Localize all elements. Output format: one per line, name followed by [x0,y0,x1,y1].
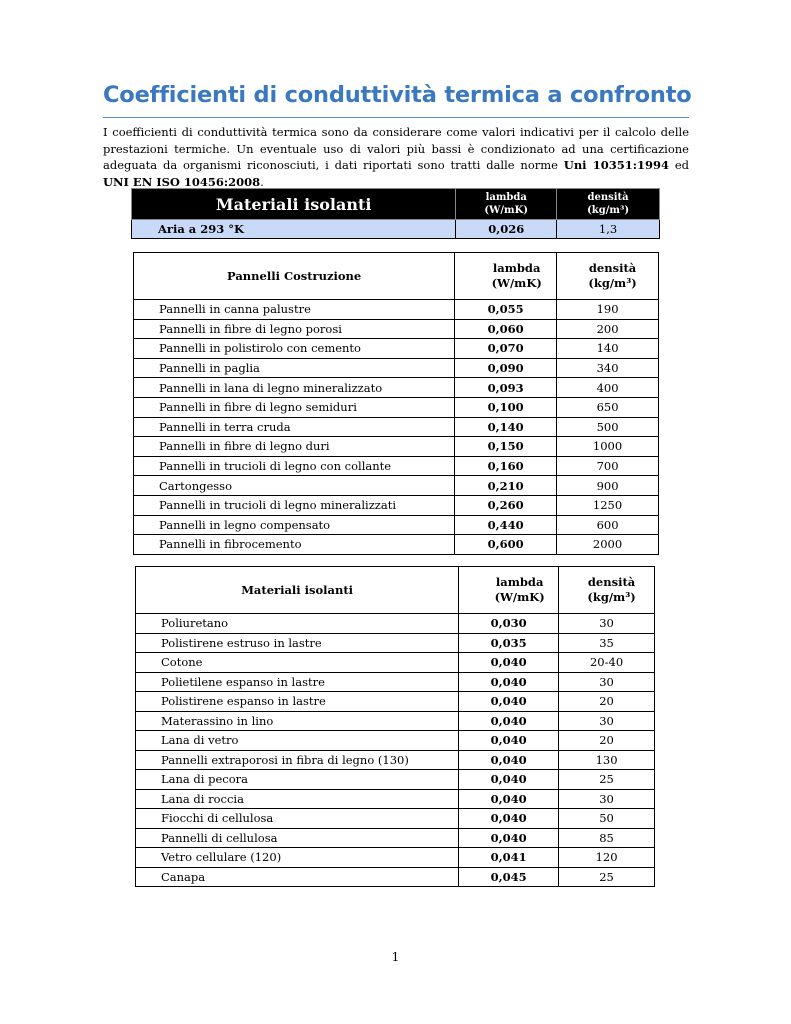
title-underline [103,117,689,118]
intro-text-1: I coefficienti di conduttività termica sono da considerare come valori indicativi per il calcolo delle prestazioni termiche. Un eventuale uso di valori più bassi è condizionato ad una certificazione adeguata da organismi riconosciuti, i dati riportati sono tratti dalle norme [103,125,689,172]
intro-norm-1: Uni 10351:1994 [563,158,669,172]
density-value: 35 [559,633,655,653]
density-value: 1250 [557,495,659,515]
table-row [134,358,659,378]
table-row [134,535,659,555]
material-name: Vetro cellulare (120) [136,848,459,868]
material-name: Lana di pecora [136,770,459,790]
table-row [136,867,655,887]
table-materiali-isolanti [135,566,655,887]
table-row [134,417,659,437]
row-density: 1,3 [557,220,660,239]
table-row [136,731,655,751]
density-value: 20 [559,731,655,751]
lambda-value: 0,045 [459,867,559,887]
intro-paragraph [103,124,689,190]
lambda-value: 0,040 [459,770,559,790]
table-row [136,653,655,673]
table-header-row [134,253,659,300]
table-row [134,476,659,496]
density-value: 340 [557,358,659,378]
density-value: 2000 [557,535,659,555]
lambda-value: 0,040 [459,828,559,848]
material-name: Fiocchi di cellulosa [136,809,459,829]
lambda-value: 0,040 [459,731,559,751]
lambda-value: 0,140 [455,417,557,437]
density-value: 1000 [557,437,659,457]
material-name: Cartongesso [134,476,455,496]
table-row [134,300,659,320]
table-row [136,692,655,712]
density-value: 700 [557,456,659,476]
lambda-value: 0,600 [455,535,557,555]
density-label: densità [587,575,636,589]
table-row [136,789,655,809]
material-name: Poliuretano [136,614,459,634]
lambda-value: 0,040 [459,672,559,692]
lambda-value: 0,260 [455,495,557,515]
lambda-value: 0,440 [455,515,557,535]
table-row [136,770,655,790]
density-value: 500 [557,417,659,437]
density-value: 30 [559,614,655,634]
table-row [134,378,659,398]
density-value: 900 [557,476,659,496]
density-header [559,567,655,614]
material-name: Pannelli in lana di legno mineralizzato [134,378,455,398]
density-value: 25 [559,770,655,790]
density-value: 600 [557,515,659,535]
lambda-value: 0,060 [455,319,557,339]
lambda-value: 0,055 [455,300,557,320]
density-value: 20 [559,692,655,712]
material-name: Polistirene estruso in lastre [136,633,459,653]
density-value: 190 [557,300,659,320]
material-name: Lana di roccia [136,789,459,809]
table-row [134,319,659,339]
lambda-value: 0,093 [455,378,557,398]
density-label: densità [587,192,629,203]
header-table-title: Materiali isolanti [132,189,456,220]
lambda-unit: (W/mK) [484,205,529,216]
lambda-value: 0,040 [459,692,559,712]
table-pannelli-costruzione [133,252,659,555]
material-name: Pannelli in fibre di legno porosi [134,319,455,339]
material-name: Pannelli in paglia [134,358,455,378]
header-table [131,188,660,239]
density-unit: (kg/m³) [587,205,630,216]
material-name: Pannelli in fibrocemento [134,535,455,555]
density-value: 30 [559,789,655,809]
table-row [136,828,655,848]
lambda-value: 0,040 [459,750,559,770]
lambda-unit: (W/mK) [491,276,542,290]
header-table-row [132,220,660,239]
table-row [136,848,655,868]
lambda-value: 0,040 [459,653,559,673]
table-row [134,495,659,515]
table-row [134,397,659,417]
lambda-header [459,567,559,614]
lambda-label: lambda [492,261,541,275]
density-unit: (kg/m³) [587,590,636,604]
material-name: Pannelli di cellulosa [136,828,459,848]
density-value: 650 [557,397,659,417]
lambda-value: 0,090 [455,358,557,378]
lambda-value: 0,035 [459,633,559,653]
material-name: Pannelli in fibre di legno semiduri [134,397,455,417]
density-value: 130 [559,750,655,770]
page-title: Coefficienti di conduttività termica a confronto [103,82,692,108]
table-title: Pannelli Costruzione [134,253,455,300]
lambda-value: 0,210 [455,476,557,496]
material-name: Pannelli extraporosi in fibra di legno (130) [136,750,459,770]
header-table-density-header [557,189,660,220]
material-name: Cotone [136,653,459,673]
header-table-lambda-header [456,189,557,220]
lambda-value: 0,040 [459,809,559,829]
density-value: 140 [557,339,659,359]
material-name: Canapa [136,867,459,887]
density-value: 30 [559,711,655,731]
material-name: Polistirene espanso in lastre [136,692,459,712]
lambda-label: lambda [485,192,527,203]
lambda-value: 0,041 [459,848,559,868]
material-name: Lana di vetro [136,731,459,751]
density-value: 200 [557,319,659,339]
density-value: 50 [559,809,655,829]
material-name: Pannelli in trucioli di legno con collante [134,456,455,476]
density-value: 400 [557,378,659,398]
table-row [134,456,659,476]
material-name: Pannelli in legno compensato [134,515,455,535]
table-header-row [136,567,655,614]
table-row [134,339,659,359]
density-label: densità [588,261,637,275]
density-unit: (kg/m³) [588,276,637,290]
material-name: Pannelli in terra cruda [134,417,455,437]
density-value: 30 [559,672,655,692]
lambda-value: 0,030 [459,614,559,634]
table-row [136,809,655,829]
material-name: Pannelli in polistirolo con cemento [134,339,455,359]
intro-text-2: ed [669,158,689,172]
lambda-value: 0,040 [459,711,559,731]
row-name: Aria a 293 °K [132,220,456,239]
table-row [136,750,655,770]
density-value: 25 [559,867,655,887]
lambda-unit: (W/mK) [494,590,545,604]
material-name: Pannelli in canna palustre [134,300,455,320]
table-title: Materiali isolanti [136,567,459,614]
lambda-value: 0,100 [455,397,557,417]
row-lambda: 0,026 [456,220,557,239]
header-table-title-row [132,189,660,220]
table-row [136,672,655,692]
material-name: Pannelli in trucioli di legno mineralizzati [134,495,455,515]
page-number: 1 [391,950,400,964]
table-row [134,437,659,457]
table-row [136,711,655,731]
intro-norm-2: UNI EN ISO 10456:2008 [103,174,261,189]
material-name: Polietilene espanso in lastre [136,672,459,692]
material-name: Materassino in lino [136,711,459,731]
density-header [557,253,659,300]
lambda-header [455,253,557,300]
lambda-label: lambda [495,575,544,589]
density-value: 85 [559,828,655,848]
material-name: Pannelli in fibre di legno duri [134,437,455,457]
lambda-value: 0,160 [455,456,557,476]
table-row [136,614,655,634]
lambda-value: 0,070 [455,339,557,359]
density-value: 120 [559,848,655,868]
lambda-value: 0,150 [455,437,557,457]
lambda-value: 0,040 [459,789,559,809]
table-row [136,633,655,653]
table-row [134,515,659,535]
intro-text-3: . [260,174,264,189]
density-value: 20-40 [559,653,655,673]
